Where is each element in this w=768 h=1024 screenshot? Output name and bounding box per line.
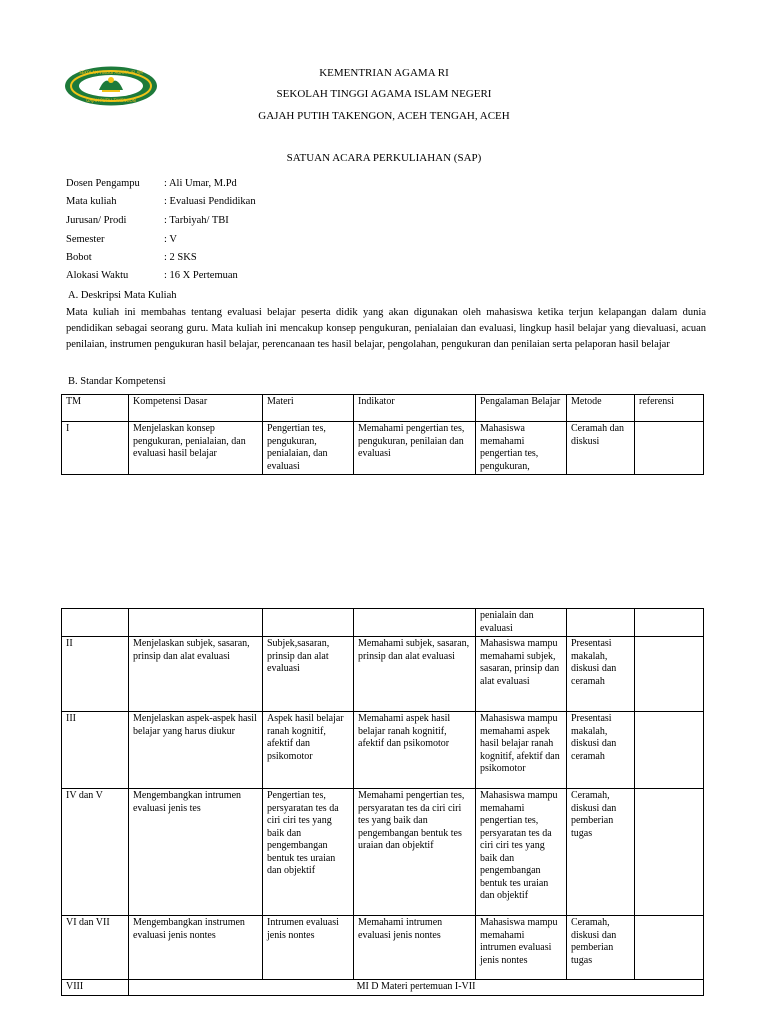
- table-cell: Ceramah, diskusi dan pemberian tugas: [567, 916, 635, 980]
- header-indicator: Indikator: [354, 395, 476, 422]
- info-value: : 2 SKS: [164, 252, 197, 263]
- table-cell: [635, 789, 704, 916]
- info-value: : V: [164, 234, 177, 245]
- table-cell: IV dan V: [62, 789, 129, 916]
- table-cell: Presentasi makalah, diskusi dan ceramah: [567, 712, 635, 789]
- header-method: Metode: [567, 395, 635, 422]
- table-cell: Memahami pengertian tes, pengukuran, penilaian dan evaluasi: [354, 422, 476, 475]
- table-header-row: [62, 395, 704, 422]
- table-row: [62, 916, 704, 980]
- section-a-heading: A. Deskripsi Mata Kuliah: [68, 290, 177, 301]
- info-value: : Evaluasi Pendidikan: [164, 196, 256, 207]
- table-cell: [635, 422, 704, 475]
- header-tm: TM: [62, 395, 129, 422]
- info-label: Alokasi Waktu: [66, 270, 129, 281]
- header-reference: referensi: [635, 395, 704, 422]
- table-cell: [129, 609, 263, 637]
- table-cell: Ceramah, diskusi dan pemberian tugas: [567, 789, 635, 916]
- info-label: Semester: [66, 234, 105, 245]
- mid-exam-row: [62, 980, 704, 996]
- table-cell: Subjek,sasaran, prinsip dan alat evaluasi: [263, 637, 354, 712]
- table-cell: penialain dan evaluasi: [476, 609, 567, 637]
- header-learning-experience: Pengalaman Belajar: [476, 395, 567, 422]
- info-label: Bobot: [66, 252, 92, 263]
- competency-table-page-2: [61, 608, 704, 996]
- table-cell: Mahasiswa mampu memahami aspek hasil belajar ranah kognitif, afektif dan psikomotor: [476, 712, 567, 789]
- info-label: Dosen Pengampu: [66, 178, 140, 189]
- info-label: Mata kuliah: [66, 196, 117, 207]
- section-b-heading: B. Standar Kompetensi: [68, 376, 166, 387]
- ministry-name: KEMENTRIAN AGAMA RI: [319, 67, 449, 79]
- table-row: [62, 422, 704, 475]
- table-row: [62, 789, 704, 916]
- table-cell: [263, 609, 354, 637]
- table-cell: Pengertian tes, pengukuran, penialaian, dan evaluasi: [263, 422, 354, 475]
- table-cell: I: [62, 422, 129, 475]
- table-cell: Memahami subjek, sasaran, prinsip dan alat evaluasi: [354, 637, 476, 712]
- table-cell: Mahasiswa mampu memahami subjek, sasaran, prinsip dan alat evaluasi: [476, 637, 567, 712]
- table-cell: Mahasiswa mampu memahami intrumen evaluasi jenis nontes: [476, 916, 567, 980]
- table-cell: Mengembangkan intrumen evaluasi jenis tes: [129, 789, 263, 916]
- table-cell: [635, 916, 704, 980]
- table-cell: [567, 609, 635, 637]
- mid-exam-tm: VIII: [62, 980, 129, 996]
- table-cell: Menjelaskan konsep pengukuran, penialaian, dan evaluasi hasil belajar: [129, 422, 263, 475]
- logo-text-bottom: GAJAH PUTIH TAKENGON: [86, 98, 136, 103]
- table-row: [62, 712, 704, 789]
- table-cell: [635, 712, 704, 789]
- table-cell: Menjelaskan aspek-aspek hasil belajar yang harus diukur: [129, 712, 263, 789]
- table-cell: II: [62, 637, 129, 712]
- table-cell: VI dan VII: [62, 916, 129, 980]
- document-title: SATUAN ACARA PERKULIAHAN (SAP): [286, 152, 482, 164]
- college-name: SEKOLAH TINGGI AGAMA ISLAM NEGERI: [276, 88, 492, 100]
- table-cell: Mahasiswa mampu memahami pengertian tes, persyaratan tes da ciri ciri tes yang baik dan pengembangan bentuk tes uraian dan objektif: [476, 789, 567, 916]
- table-cell: Mengembangkan instrumen evaluasi jenis nontes: [129, 916, 263, 980]
- table-cell: [635, 637, 704, 712]
- mid-exam-text: MI D Materi pertemuan I-VII: [129, 980, 704, 996]
- table-row: [62, 609, 704, 637]
- info-value: : Ali Umar, M.Pd: [164, 178, 237, 189]
- table-cell: Intrumen evaluasi jenis nontes: [263, 916, 354, 980]
- competency-table-page-1: [61, 394, 704, 475]
- header-material: Materi: [263, 395, 354, 422]
- college-location: GAJAH PUTIH TAKENGON, ACEH TENGAH, ACEH: [258, 110, 510, 122]
- logo-text-top: SEKOLAH TINGGI AGAMA ISLAM: [79, 70, 143, 75]
- info-value: : 16 X Pertemuan: [164, 270, 238, 281]
- table-row: [62, 637, 704, 712]
- info-label: Jurusan/ Prodi: [66, 215, 127, 226]
- table-cell: Memahami pengertian tes, persyaratan tes da ciri ciri tes yang baik dan pengembangan bentuk tes uraian dan objektif: [354, 789, 476, 916]
- table-cell: [62, 609, 129, 637]
- table-cell: Mahasiswa memahami pengertian tes, pengukuran,: [476, 422, 567, 475]
- table-cell: Memahami aspek hasil belajar ranah kognitif, afektif dan psikomotor: [354, 712, 476, 789]
- table-cell: [635, 609, 704, 637]
- table-cell: Presentasi makalah, diskusi dan ceramah: [567, 637, 635, 712]
- header-competency: Kompetensi Dasar: [129, 395, 263, 422]
- table-cell: Ceramah dan diskusi: [567, 422, 635, 475]
- table-cell: Menjelaskan subjek, sasaran, prinsip dan alat evaluasi: [129, 637, 263, 712]
- table-cell: [354, 609, 476, 637]
- table-cell: III: [62, 712, 129, 789]
- course-description: Mata kuliah ini membahas tentang evaluasi belajar peserta didik yang akan digunakan oleh mahasiswa ketika terjun kelapangan dalam dunia pendidikan sebagai seorang guru. Mata kuliah ini mencakup konsep pengukuran, penialaian dan evaluasi, lingkup hasil belajar yang dievaluasi, acuan penilaian, instrumen pengukuran hasil belajar, perencanaan tes hasil belajar, pengolahan, pengukuran dan penilaian serta pelaporan hasil belajar: [66, 307, 706, 350]
- table-cell: Aspek hasil belajar ranah kognitif, afektif dan psikomotor: [263, 712, 354, 789]
- table-cell: Pengertian tes, persyaratan tes da ciri ciri tes yang baik dan pengembangan bentuk tes uraian dan objektif: [263, 789, 354, 916]
- table-cell: Memahami intrumen evaluasi jenis nontes: [354, 916, 476, 980]
- info-value: : Tarbiyah/ TBI: [164, 215, 229, 226]
